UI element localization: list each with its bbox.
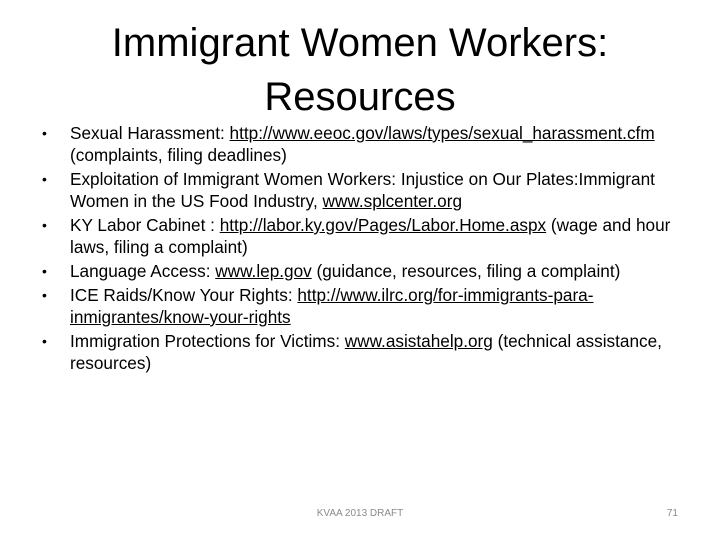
resource-label: Exploitation of Immigrant Women Workers: Injustice on Our Plates:Immigrant Women in the US Food Industry, (70, 169, 655, 211)
resource-item-exploitation (40, 168, 680, 212)
resource-label: ICE Raids/Know Your Rights: (70, 285, 298, 305)
resource-label: Immigration Protections for Victims: (70, 331, 345, 351)
resource-item-immigration-protections (40, 330, 680, 374)
title-line-2: Resources (264, 75, 456, 119)
resource-note: (guidance, resources, filing a complaint) (311, 261, 621, 281)
resource-item-ky-labor-cabinet (40, 214, 680, 258)
title-line-1: Immigrant Women Workers: (111, 21, 609, 65)
resource-link[interactable]: www.lep.gov (215, 261, 312, 281)
bullet-icon: • (42, 333, 47, 349)
resource-link[interactable]: http://labor.ky.gov/Pages/Labor.Home.aspx (219, 215, 547, 235)
resource-note: (complaints, filing deadlines) (70, 145, 287, 165)
slide-title (60, 16, 660, 124)
resource-note: (technical assistance, resources) (70, 331, 662, 373)
footer-text: KVAA 2013 DRAFT (316, 508, 404, 519)
resource-item-language-access (40, 260, 680, 282)
resource-label: KY Labor Cabinet : (70, 215, 220, 235)
bullet-icon: • (42, 171, 47, 187)
page-number: 71 (666, 508, 678, 519)
resource-link[interactable]: http://www.eeoc.gov/laws/types/sexual_harassment.cfm (229, 123, 655, 143)
resource-link[interactable]: http://www.ilrc.org/for-immigrants-para-inmigrantes/know-your-rights (70, 285, 594, 327)
bullet-icon: • (42, 263, 47, 279)
resource-label: Sexual Harassment: (70, 123, 230, 143)
resource-link[interactable]: www.splcenter.org (322, 191, 463, 211)
resource-list (40, 122, 680, 376)
resource-link[interactable]: www.asistahelp.org (344, 331, 493, 351)
resource-note: (wage and hour laws, filing a complaint) (70, 215, 671, 257)
bullet-icon: • (42, 125, 47, 141)
resource-label: Language Access: (70, 261, 216, 281)
bullet-icon: • (42, 217, 47, 233)
resource-item-sexual-harassment (40, 122, 680, 166)
resource-item-ice-raids (40, 284, 680, 328)
bullet-icon: • (42, 287, 47, 303)
